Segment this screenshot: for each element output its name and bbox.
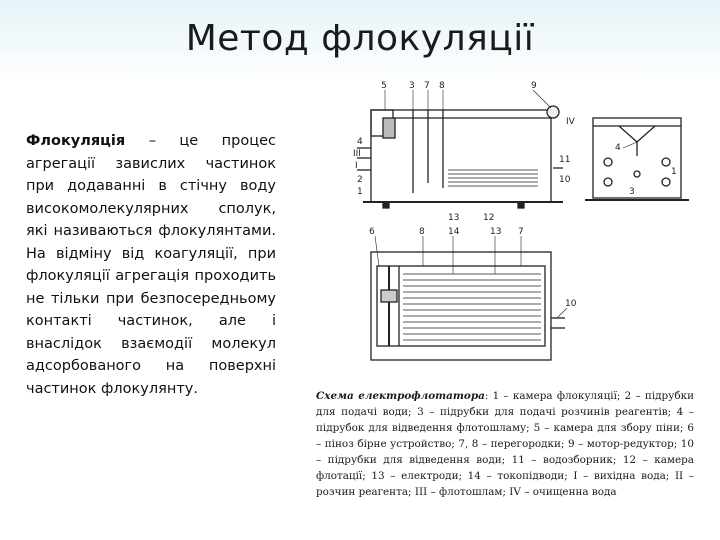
label-r1: 1 bbox=[671, 167, 677, 177]
label-b13: 13 bbox=[490, 227, 502, 237]
label-I: I bbox=[355, 161, 358, 171]
electroflotator-diagram bbox=[353, 78, 693, 380]
label-b6: 6 bbox=[369, 227, 375, 237]
label-2: 2 bbox=[357, 175, 363, 185]
label-7: 7 bbox=[424, 81, 430, 91]
label-11: 11 bbox=[559, 155, 571, 165]
definition-paragraph bbox=[26, 130, 276, 400]
label-III: III bbox=[353, 149, 361, 159]
figure-caption bbox=[316, 388, 694, 500]
label-3: 3 bbox=[409, 81, 415, 91]
definition-term: Флокуляція bbox=[26, 133, 126, 149]
label-b8: 8 bbox=[419, 227, 425, 237]
diagram-svg bbox=[353, 78, 693, 380]
label-5: 5 bbox=[381, 81, 387, 91]
caption-text: : 1 – камера флокуляції; 2 – підрубки для подачі води; 3 – підрубки для подачі розчинів реагентів; 4 – підрубок для відведення флотошламу; 5 – камера для збору піни; 6 – піноз бірне устройство; 7, 8 – перегородки; 9 – мотор-редуктор; 10 – підрубки для відведення води; 11 – водозборник; 12 – камера флотації; 13 – електроди; 14 – токопідводи; I – вихідна вода; II – розчин реагента; III – флотошлам; IV – очищенна вода bbox=[316, 390, 694, 498]
label-9: 9 bbox=[531, 81, 537, 91]
definition-text: – це процес агрегації завислих частинок при додаванні в стічну воду високомолекулярних сполук, які називаються флокулянтами. На відміну від коагуляції, при флокуляції агрегація проходить не тільки при безпосередньому контакті частинок, але і внаслідок взаємодії молекул адсорбованого на поверхні частинок флокулянту. bbox=[26, 133, 276, 397]
caption-title: Схема електрофлотатора bbox=[316, 390, 485, 402]
tank-plan-outline bbox=[371, 252, 551, 360]
label-8: 8 bbox=[439, 81, 445, 91]
label-b7: 7 bbox=[518, 227, 524, 237]
tank-side-outline bbox=[371, 110, 551, 202]
label-4: 4 bbox=[357, 137, 363, 147]
label-IV: IV bbox=[566, 117, 575, 127]
slide-title: Метод флокуляції bbox=[185, 18, 535, 59]
label-10-top: 10 bbox=[559, 175, 571, 185]
label-13: 13 bbox=[448, 213, 460, 223]
label-b14: 14 bbox=[448, 227, 460, 237]
label-12: 12 bbox=[483, 213, 495, 223]
label-r3: 3 bbox=[629, 187, 635, 197]
label-b10: 10 bbox=[565, 299, 577, 309]
label-r4: 4 bbox=[615, 143, 621, 153]
label-1: 1 bbox=[357, 187, 363, 197]
